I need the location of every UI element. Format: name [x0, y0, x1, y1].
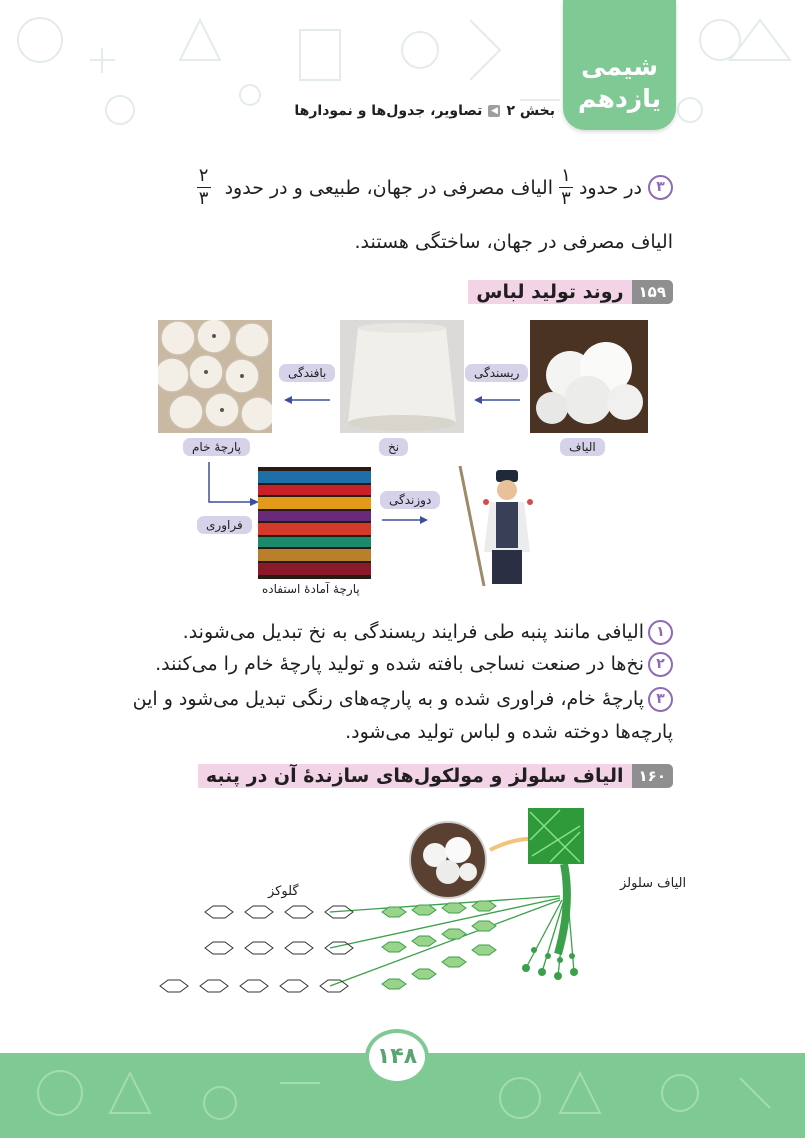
ready-fabric-caption: پارچهٔ آمادهٔ استفاده [262, 582, 360, 596]
breadcrumb [294, 103, 555, 119]
elbow-arrow-icon [205, 462, 259, 510]
section-number: ۱۶۰ [632, 764, 673, 788]
raw-fabric-label: پارچهٔ خام [183, 438, 250, 456]
fraction-numerator: ۲ [198, 165, 209, 186]
spinning-label: ریسندگی [465, 364, 528, 382]
brand-line2: یازدهم [578, 84, 661, 113]
page-number: ۱۴۸ [365, 1029, 429, 1085]
point-marker: ۳ [648, 175, 673, 200]
section-title: روند تولید لباس [468, 280, 631, 304]
point-3-continued: پارچه‌ها دوخته شده و لباس تولید می‌شود. [345, 721, 673, 743]
point-text: نخ‌ها در صنعت نساجی بافته شده و تولید پارچهٔ خام را می‌کنند. [155, 653, 644, 675]
header-doodles [0, 0, 805, 150]
point-3 [133, 685, 673, 713]
arrow-left-icon [284, 394, 332, 406]
sewing-label: دوزندگی [380, 491, 440, 509]
fraction-two-thirds [197, 166, 211, 209]
traditional-clothing-image [452, 462, 544, 588]
point-text: الیافی مانند پنبه طی فرایند ریسندگی به نخ تبدیل می‌شوند. [182, 621, 644, 643]
processing-label: فراوری [197, 516, 252, 534]
section-title: الیاف سلولز و مولکول‌های سازندهٔ آن در پنبه [198, 764, 632, 788]
brand-line1: شیمی [581, 52, 658, 81]
point-marker: ۳ [648, 687, 673, 712]
intro-text-a: در حدود [578, 176, 642, 199]
section-label: بخش ۲ [506, 103, 555, 119]
arrow-left-icon [474, 394, 522, 406]
fraction-denominator: ۳ [561, 188, 571, 209]
fiber-label: الیاف [560, 438, 605, 456]
chevron-left-icon: ◀ [488, 105, 500, 117]
fraction-numerator: ۱ [561, 165, 571, 186]
intro-line-1 [191, 166, 673, 209]
glucose-label: گلوکز [268, 884, 299, 899]
intro-text-b: الیاف مصرفی در جهان، طبیعی و در حدود [224, 176, 553, 199]
section-159-header [468, 280, 673, 304]
point-text: پارچهٔ خام، فراوری شده و به پارچه‌های رنگی تبدیل می‌شود و این [132, 688, 644, 710]
intro-line-2: الیاف مصرفی در جهان، ساختگی هستند. [354, 231, 673, 253]
cotton-fiber-image [530, 320, 648, 433]
yarn-cone-image [340, 320, 464, 433]
cellulose-fiber-label: الیاف سلولز [620, 876, 687, 891]
point-2 [155, 650, 673, 678]
section-160-header [198, 764, 673, 788]
section-title: تصاویر، جدول‌ها و نمودارها [294, 103, 483, 119]
section-number: ۱۵۹ [632, 280, 673, 304]
yarn-label: نخ [379, 438, 408, 456]
point-marker: ۱ [648, 620, 673, 645]
header-background [0, 0, 805, 150]
book-title-tab [563, 0, 676, 130]
colored-fabric-image [258, 467, 371, 579]
fraction-denominator: ۳ [198, 188, 209, 209]
raw-fabric-image [158, 320, 272, 433]
fraction-one-third [559, 166, 573, 209]
arrow-right-icon [380, 514, 428, 526]
cellulose-diagram [150, 800, 660, 1010]
point-marker: ۲ [648, 652, 673, 677]
point-1 [183, 618, 673, 646]
weaving-label: بافندگی [279, 364, 335, 382]
